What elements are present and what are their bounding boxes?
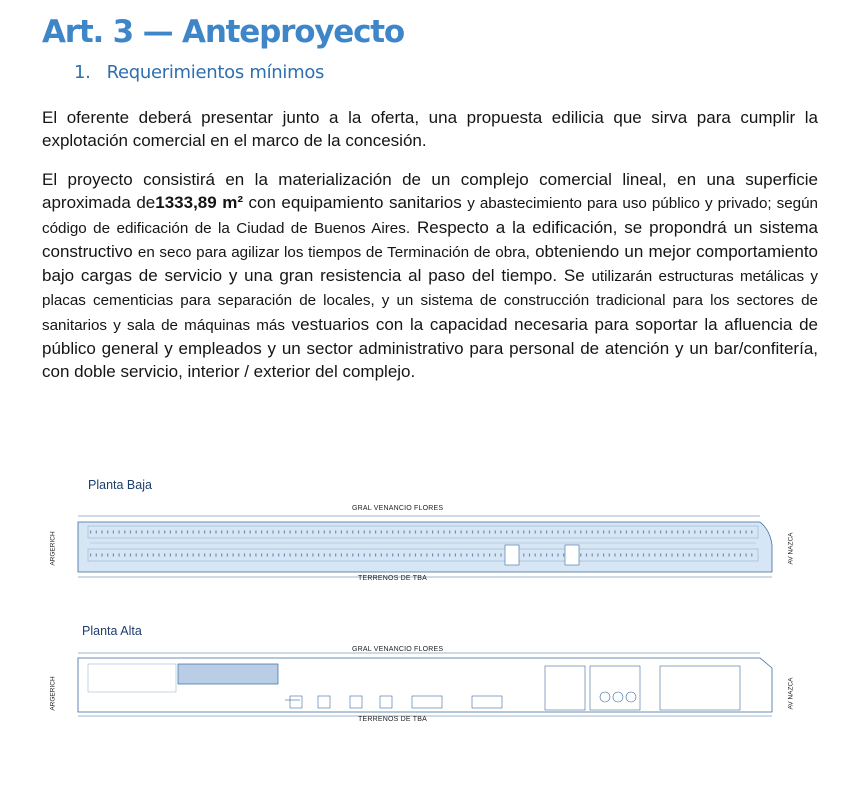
p2-s8: vestuarios con la capacidad necesaria para soportar la afluencia de público general y empleados y un sector administrativo para personal de atención y un bar/confitería, con doble servicio, interior / exterior del complejo. <box>42 314 818 382</box>
ground-floor-plan <box>78 516 772 577</box>
article-title: Art. 3 — Anteproyecto <box>42 14 405 50</box>
upper-floor-label: Planta Alta <box>82 624 142 638</box>
upper-street-right: AV NAZCA <box>787 677 795 710</box>
p2-s1: El proyecto consistirá en la materialización de un complejo comercial lineal, en una superficie aproximada de <box>42 170 818 213</box>
paragraph-offer: El oferente deberá presentar junto a la oferta, una propuesta edilicia que sirva para cumplir la explotación comercial en el marco de la concesión. <box>42 108 818 151</box>
upper-street-bottom: TERRENOS DE TBA <box>358 716 427 723</box>
ground-street-bottom: TERRENOS DE TBA <box>358 575 427 582</box>
upper-street-left: ARGERICH <box>49 676 57 711</box>
ground-street-right: AV NAZCA <box>787 532 795 565</box>
subtitle-text: Requerimientos mínimos <box>106 62 325 83</box>
ground-floor-label: Planta Baja <box>88 478 152 492</box>
area-value: 1333,89 m² <box>155 193 243 213</box>
p2-s4: Respecto a la edificación, se propondrá un sistema constructivo <box>42 217 818 261</box>
p2-s3: y abastecimiento para uso público y privado; según código de edificación de la Ciudad de Buenos Aires. <box>42 195 818 237</box>
p2-s6: obteniendo un mejor comportamiento bajo cargas de servicio y una gran resistencia al paso del tiempo. Se <box>42 241 819 286</box>
p2-s7: utilizarán estructuras metálicas y placas cementicias para separación de locales, y un sistema de construcción tradicional para los sectores de sanitarios y sala de máquinas más <box>42 268 818 334</box>
p2-s2: con equipamiento sanitarios <box>242 193 468 213</box>
upper-floor-plan <box>78 653 772 716</box>
subtitle-number: 1. <box>74 62 91 83</box>
upper-street-top: GRAL VENANCIO FLORES <box>352 646 444 653</box>
ground-street-top: GRAL VENANCIO FLORES <box>352 505 444 512</box>
p2-s5: en seco para agilizar los tiempos de Terminación de obra, <box>137 243 530 261</box>
ground-street-left: ARGERICH <box>49 531 57 566</box>
